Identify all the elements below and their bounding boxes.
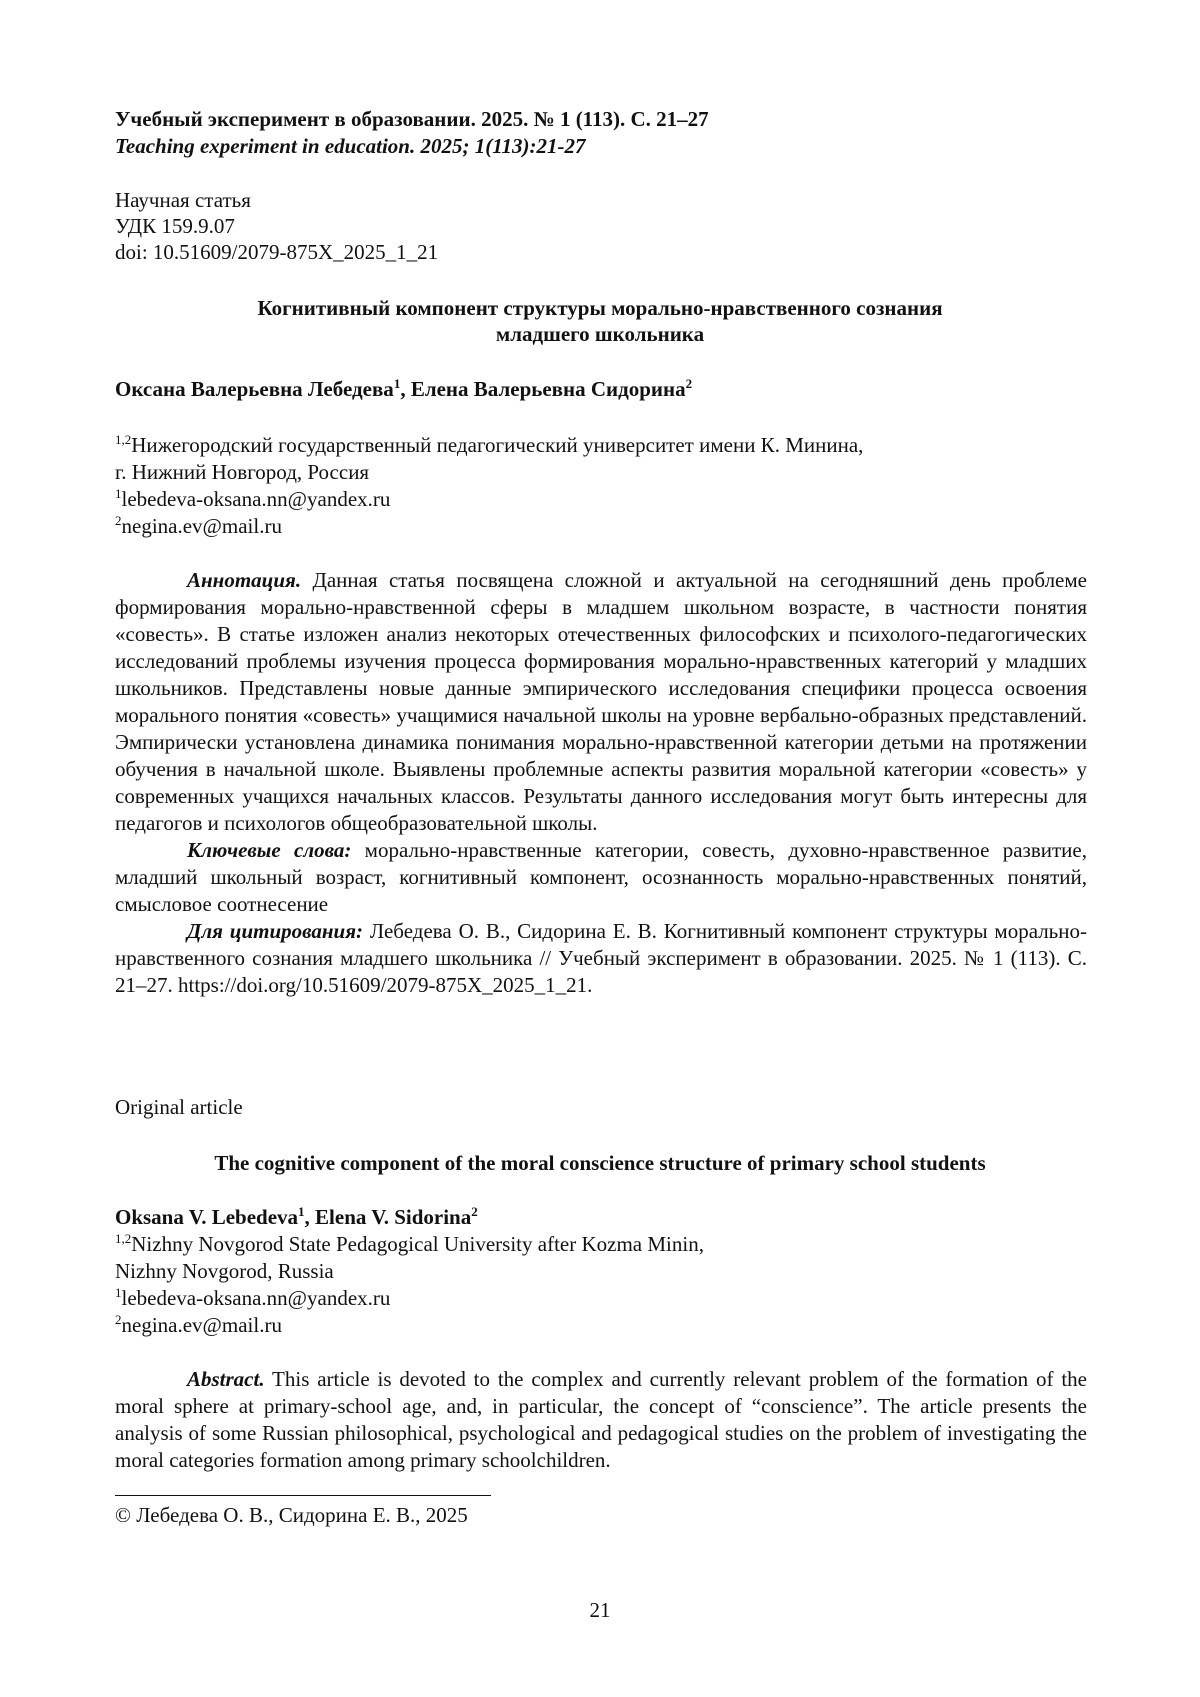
affiliation-ru-line2: г. Нижний Новгород, Россия	[115, 460, 370, 484]
journal-citation-ru: Учебный эксперимент в образовании. 2025. № 1 (113). С. 21–27	[115, 107, 709, 131]
keywords-ru-label: Ключевые слова:	[187, 838, 352, 862]
abstract-block-ru	[115, 567, 1087, 999]
citation-ru-text: Лебедева О. В., Сидорина Е. В. Когнитивный компонент структуры морально-нравственного сознания младшего школьника // Учебный эксперимент в образовании. 2025. № 1 (113). С. 21–27. https://doi.org/10.51609/2079-875X_2025_1_21.	[115, 919, 1087, 997]
footnote-rule	[115, 1495, 491, 1496]
email1-ru-sup: 1	[115, 486, 122, 501]
author1-en-sup: 1	[298, 1204, 305, 1219]
email1-en	[115, 1285, 390, 1312]
email1-ru	[115, 486, 390, 513]
title-ru-line1: Когнитивный компонент структуры морально-нравственного сознания	[257, 296, 943, 320]
email2-en	[115, 1312, 282, 1339]
email1-en-sup: 1	[115, 1285, 122, 1300]
affiliation-ru-line1	[115, 432, 863, 459]
authors-en	[115, 1204, 478, 1231]
authors-ru-separator: ,	[400, 377, 411, 401]
affiliation-en-line1	[115, 1231, 704, 1258]
email2-en-sup: 2	[115, 1312, 122, 1327]
abstract-en-label: Abstract.	[187, 1367, 265, 1391]
doi-ru: doi: 10.51609/2079-875X_2025_1_21	[115, 240, 439, 264]
affiliation-ru-sup: 1,2	[115, 432, 132, 447]
author2-ru: Елена Валерьевна Сидорина	[410, 377, 686, 401]
abstract-en	[115, 1366, 1087, 1474]
udc-code: УДК 159.9.07	[115, 214, 235, 238]
abstract-en-text: This article is devoted to the complex and currently relevant problem of the formation of the moral sphere at primary-school age, and, in particular, the concept of “conscience”. The article presents the analysis of some Russian philosophical, psychological and pedagogical studies on the problem of investigating the moral categories formation among primary schoolchildren.	[115, 1367, 1087, 1472]
keywords-ru-text: морально-нравственные категории, совесть, духовно-нравственное развитие, младший школьный возраст, когнитивный компонент, осознанность морально-нравственных понятий, смысловое соотнесение	[115, 838, 1087, 916]
abstract-ru-text: Данная статья посвящена сложной и актуальной на сегодняшний день проблеме формирования морально-нравственной сферы в младшем школьном возрасте, в частности понятия «совесть». В статье изложен анализ некоторых отечественных философских и психолого-педагогических исследований проблемы изучения процесса формирования морально-нравственных категорий у младших школьников. Представлены новые данные эмпирического исследования специфики процесса освоения морального понятия «совесть» учащимися начальной школы на уровне вербально-образных представлений. Эмпирически установлена динамика понимания морально-нравственной категории детьми на протяжении обучения в начальной школе. Выявлены проблемные аспекты развития моральной категории «совесть» у современных учащихся начальных классов. Результаты данного исследования могут быть интересны для педагогов и психологов общеобразовательной школы.	[115, 568, 1087, 835]
author1-ru-sup: 1	[393, 376, 401, 391]
email1-ru-link[interactable]: lebedeva-oksana.nn@yandex.ru	[121, 487, 391, 511]
page-number: 21	[589, 1598, 611, 1622]
abstract-ru-label: Аннотация.	[187, 568, 302, 592]
journal-citation-en: Teaching experiment in education. 2025; 1(113):21-27	[115, 134, 586, 158]
authors-ru	[115, 376, 692, 403]
article-type-ru: Научная статья	[115, 188, 251, 212]
email2-en-link[interactable]: negina.ev@mail.ru	[121, 1313, 282, 1337]
email2-ru	[115, 513, 282, 540]
author2-en-sup: 2	[471, 1204, 478, 1219]
author1-en: Oksana V. Lebedeva	[115, 1205, 299, 1229]
citation-ru	[115, 918, 1087, 999]
author1-ru: Оксана Валерьевна Лебедева	[115, 377, 394, 401]
title-ru-line2: младшего школьника	[495, 322, 705, 346]
author2-en: Elena V. Sidorina	[315, 1205, 472, 1229]
email1-en-link[interactable]: lebedeva-oksana.nn@yandex.ru	[121, 1286, 391, 1310]
title-en: The cognitive component of the moral conscience structure of primary school students	[214, 1151, 986, 1175]
affiliation-en-text: Nizhny Novgorod State Pedagogical University after Kozma Minin,	[131, 1232, 704, 1256]
article-type-en: Original article	[115, 1095, 243, 1119]
email2-ru-link[interactable]: negina.ev@mail.ru	[121, 514, 282, 538]
affiliation-en-line2: Nizhny Novgorod, Russia	[115, 1259, 334, 1283]
authors-en-separator: ,	[304, 1205, 316, 1229]
abstract-ru	[115, 567, 1087, 837]
author2-ru-sup: 2	[685, 376, 693, 391]
keywords-ru	[115, 837, 1087, 918]
abstract-block-en	[115, 1366, 1087, 1474]
email2-ru-sup: 2	[115, 513, 122, 528]
affiliation-en-sup: 1,2	[115, 1231, 132, 1246]
citation-ru-label: Для цитирования:	[187, 919, 364, 943]
affiliation-ru-text: Нижегородский государственный педагогический университет имени К. Минина,	[131, 433, 864, 457]
copyright-footnote: © Лебедева О. В., Сидорина Е. В., 2025	[115, 1503, 468, 1527]
